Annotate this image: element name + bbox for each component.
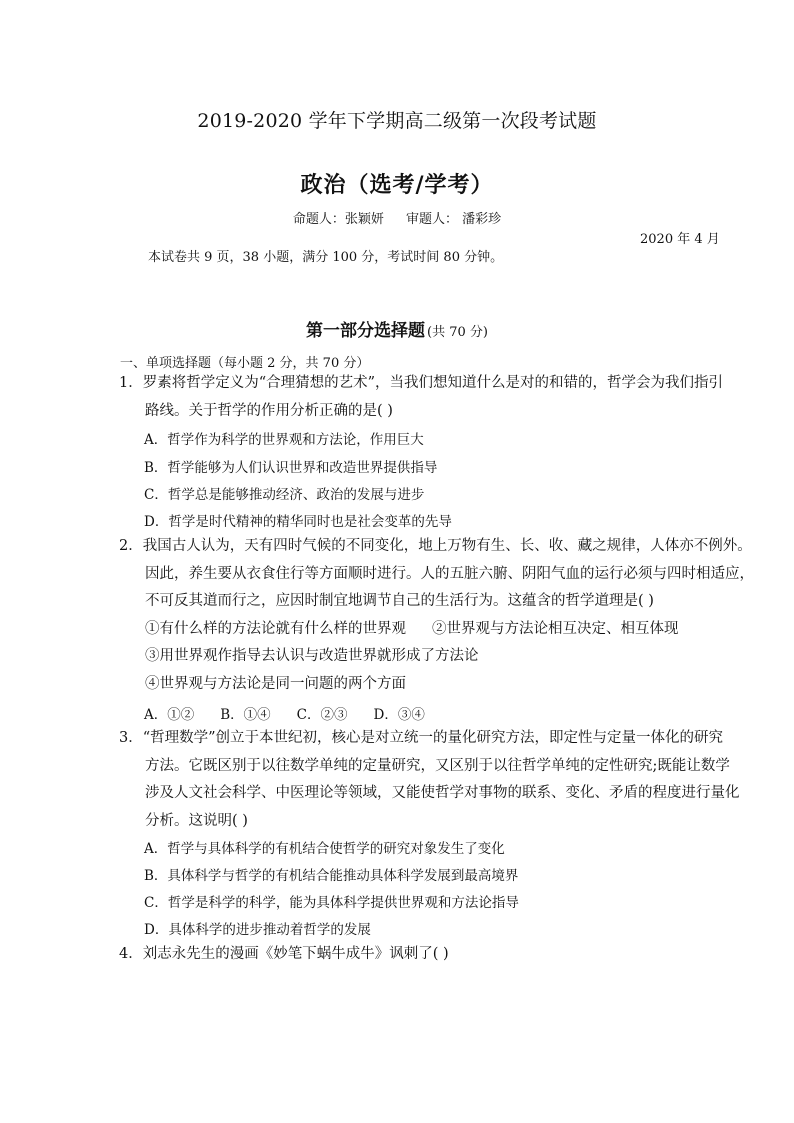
question-text: 刘志永先生的漫画《妙笔下蜗牛成牛》讽刺了( )	[142, 946, 449, 962]
options-row	[144, 703, 451, 723]
question-text: 罗素将哲学定义为“合理猜想的艺术”，当我们想知道什么是对的和错的，哲学会为我们指引	[142, 375, 724, 391]
question-2	[119, 533, 754, 698]
exam-info: 本试卷共 9 页，38 小题，满分 100 分，考试时间 80 分钟。	[148, 250, 504, 265]
question-3	[119, 725, 740, 835]
option-a: A．①②	[144, 707, 195, 723]
question-text: 路线。关于哲学的作用分析正确的是( )	[145, 402, 393, 419]
option-a: A．哲学作为科学的世界观和方法论，作用巨大	[144, 432, 424, 448]
exam-title: 2019-2020 学年下学期高二级第一次段考试题	[197, 110, 597, 132]
question-text: 方法。它既区别于以往数学单纯的定量研究，又区别于以往哲学单纯的定性研究;既能让数学	[145, 757, 730, 774]
reviewer-label: 审题人： 潘彩珍	[405, 212, 502, 227]
authors-line	[0, 208, 794, 227]
statement-3: ③用世界观作指导去认识与改造世界就形成了方法论	[145, 648, 479, 664]
question-text: 我国古人认为，天有四时气候的不同变化，地上万物有生、长、收、藏之规律，人体亦不例外。	[142, 538, 752, 554]
option-c: C．哲学总是能够推动经济、政治的发展与进步	[144, 487, 425, 503]
option-c: C．②③	[296, 707, 348, 723]
option-b: B．哲学能够为人们认识世界和改造世界提供指导	[144, 460, 438, 476]
section-label: 一、单项选择题（每小题 2 分，共 70 分）	[120, 356, 370, 371]
option-d: D．③④	[373, 707, 425, 723]
statement-4: ④世界观与方法论是同一问题的两个方面	[145, 675, 406, 692]
question-text: “哲理数学”创立于本世纪初，核心是对立统一的量化研究方法，即定性与定量一体化的研究	[142, 730, 724, 746]
part-score: (共 70 分)	[427, 325, 488, 340]
option-b: B．具体科学与哲学的有机结合能推动具体科学发展到最高境界	[144, 868, 519, 884]
option-d: D．哲学是时代精神的精华同时也是社会变革的先导	[144, 514, 452, 530]
question-number: 2．	[119, 538, 143, 554]
question-4	[119, 941, 449, 969]
exam-date: 2020 年 4 月	[640, 232, 720, 247]
question-number: 4．	[119, 946, 143, 962]
option-b: B．①④	[220, 707, 271, 723]
exam-subject: 政治（选考/学考）	[300, 172, 494, 198]
statement-1: ①有什么样的方法论就有什么样的世界观	[145, 620, 406, 637]
question-text: 不可反其道而行之，应因时制宜地调节自己的生活行为。这蕴含的哲学道理是( )	[145, 593, 654, 609]
part-title-text: 第一部分选择题	[306, 321, 426, 341]
option-a: A．哲学与具体科学的有机结合使哲学的研究对象发生了变化	[144, 841, 505, 857]
statement-2: ②世界观与方法论相互决定、相互体现	[432, 620, 679, 637]
statement-row	[119, 616, 754, 644]
option-c: C．哲学是科学的科学，能为具体科学提供世界观和方法论指导	[144, 895, 519, 911]
option-d: D．具体科学的进步推动着哲学的发展	[144, 922, 371, 938]
question-text: 分析。这说明( )	[145, 812, 248, 829]
question-text: 因此，养生要从衣食住行等方面顺时进行。人的五脏六腑、阴阳气血的运行必须与四时相适应，	[145, 565, 754, 582]
question-text: 涉及人文社会科学、中医理论等领域，又能使哲学对事物的联系、变化、矛盾的程度进行量化	[145, 785, 740, 801]
author-label: 命题人：张颖妍	[292, 212, 384, 227]
question-number: 3．	[119, 730, 143, 746]
question-1	[119, 370, 723, 425]
question-number: 1．	[119, 375, 143, 391]
part-title	[0, 316, 794, 341]
